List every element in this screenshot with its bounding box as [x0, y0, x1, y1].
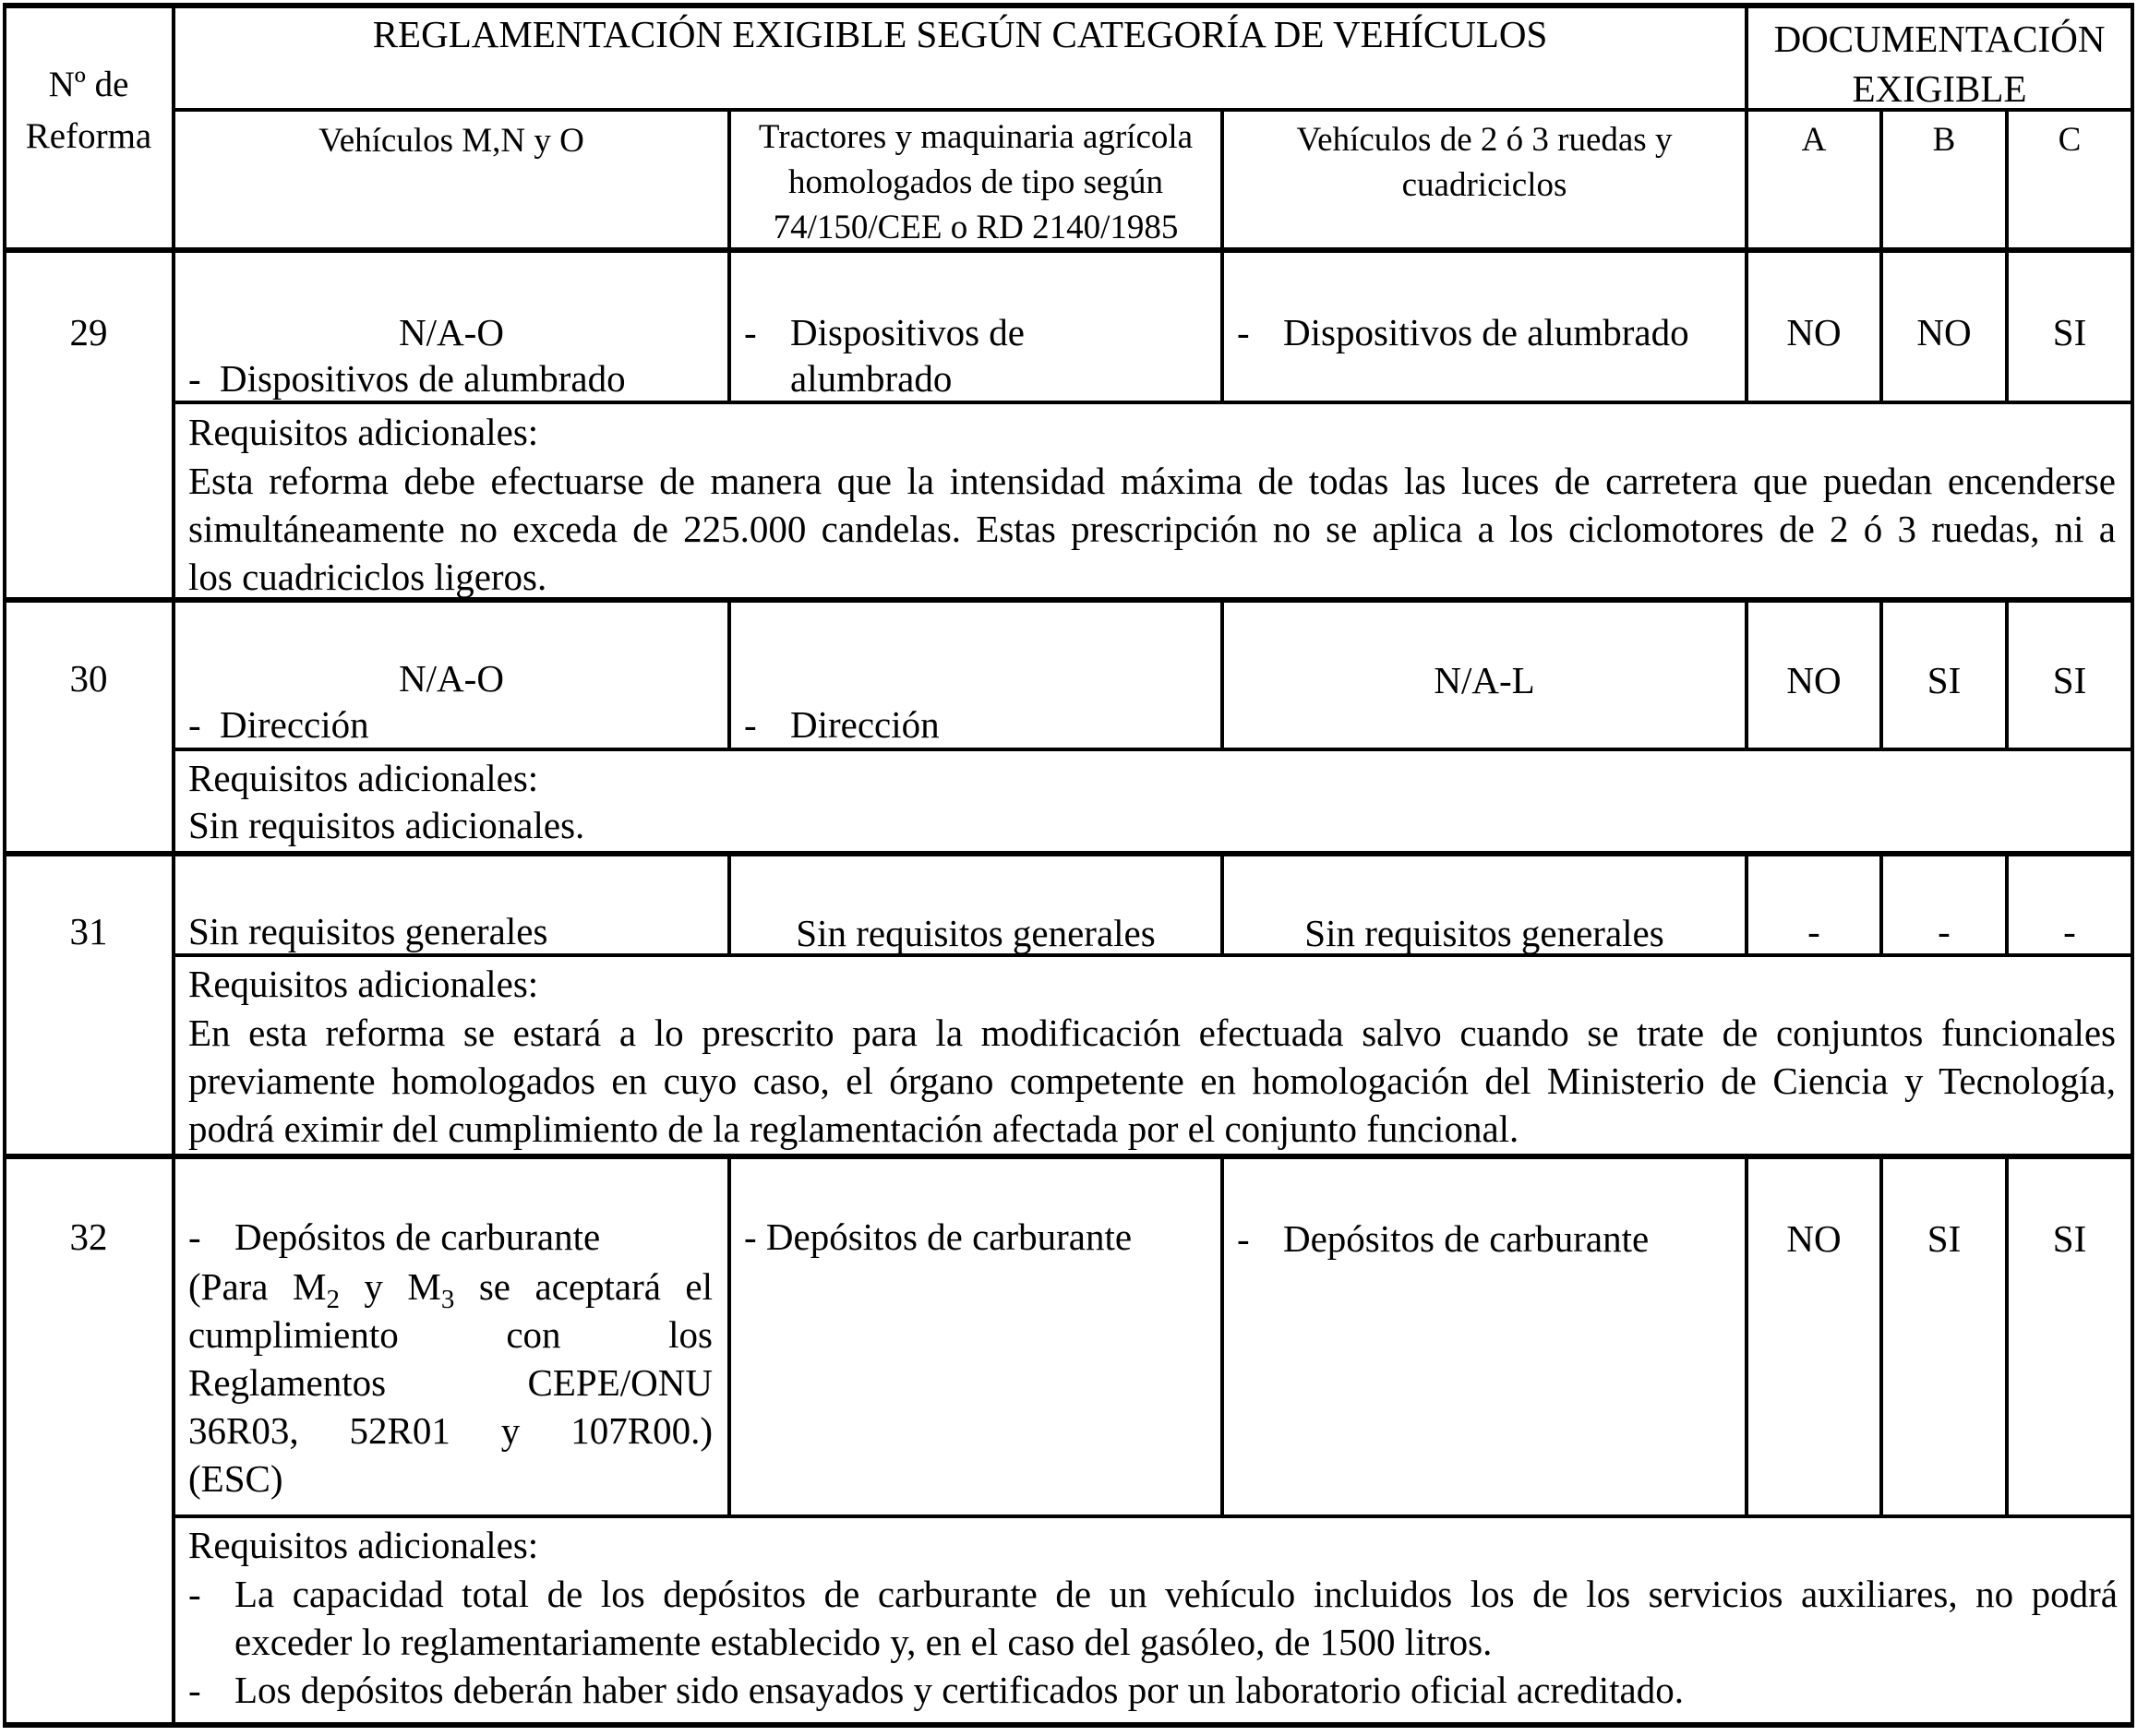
row-29-req-text: [188, 457, 2116, 601]
header-col-ruedas-line1: Vehículos de 2 ó 3 ruedas y: [1296, 121, 1673, 159]
row-29-req-label: Requisitos adicionales:: [188, 411, 539, 453]
row-32-mno-item: - Depósitos de carburante: [188, 1215, 601, 1258]
col-rule: [1879, 1154, 1883, 1516]
header-col-mno: Vehículos M,N y O: [318, 122, 584, 160]
row-32-req-item-2: Los depósitos deberán haber sido ensayados y certificados por un laboratorio oficial acreditado.: [234, 1669, 1684, 1711]
req-line: previamente homologados en cuyo caso, el órgano competente en homologación del Ministerio de Ciencia y Tecnología,: [188, 1060, 2116, 1102]
header-col-c: C: [2058, 121, 2082, 159]
col-rule: [2005, 1154, 2009, 1516]
row-30-mno-item: - Dirección: [188, 703, 369, 746]
row-31-doc-b: -: [1938, 910, 1951, 952]
note-line: 36R03, 52R01 y 107R00.): [188, 1409, 713, 1452]
note-line: cumplimiento con los: [188, 1313, 713, 1356]
row-31-tractores-item: Sin requisitos generales: [796, 912, 1156, 954]
col-rule: [727, 597, 731, 749]
row-29-doc-b: NO: [1916, 311, 1972, 353]
note-line: Reglamentos CEPE/ONU: [188, 1361, 713, 1404]
header-group-title: REGLAMENTACIÓN EXIGIBLE SEGÚN CATEGORÍA DE VEHÍCULOS: [372, 13, 1548, 55]
header-col-tractores-line2: homologados de tipo según: [788, 163, 1163, 201]
header-num-reforma: Nº de Reforma: [25, 65, 152, 156]
table-border-right: [2131, 3, 2134, 1728]
reforma-number-29: 29: [69, 311, 108, 353]
row-31-req-label: Requisitos adicionales:: [188, 963, 539, 1005]
row-30-tractores-item: - Dirección: [744, 703, 940, 746]
row-32-divider: [174, 1515, 2134, 1518]
header-col-ruedas-line2: cuadriciclos: [1401, 166, 1567, 204]
req-line: podrá eximir del cumplimiento de la reglamentación afectada por el conjunto funcional.: [188, 1107, 1519, 1150]
req-line: los cuadriciclos ligeros.: [188, 556, 547, 598]
table-border-bottom: [3, 1722, 2134, 1728]
row-32-req-bullet-2: -: [188, 1669, 201, 1711]
req-line: La capacidad total de los depósitos de carburante de un vehículo incluidos los de los servicios auxiliares, no podrá: [234, 1573, 2118, 1615]
row-32-ruedas-item: - Depósitos de carburante: [1237, 1217, 1650, 1260]
table-border-left: [3, 3, 6, 1728]
row-32-tractores-item: - Depósitos de carburante: [744, 1215, 1133, 1258]
row-31-bottom-rule: [3, 1154, 2134, 1159]
row-30-doc-a: NO: [1786, 659, 1842, 701]
row-32-req-item-1: [234, 1570, 2118, 1666]
reforma-number-32: 32: [69, 1215, 108, 1258]
header-doc-title: DOCUMENTACIÓN EXIGIBLE: [1773, 18, 2106, 110]
row-29-tractores-item-cont: alumbrado: [790, 357, 953, 400]
row-30-ruedas-item: N/A-L: [1434, 659, 1535, 701]
row-31-req-text: [188, 1009, 2116, 1153]
header-col-b: B: [1932, 121, 1956, 159]
col-rule: [727, 1154, 731, 1516]
num-column-rule: [172, 3, 175, 1728]
req-line: simultáneamente no exceda de 225.000 candelas. Estas prescripción no se aplica a los ciclomotores de 2 ó 3 ruedas, ni a: [188, 508, 2116, 550]
reforma-number-30: 30: [69, 657, 108, 700]
row-29-doc-c: SI: [2052, 311, 2087, 353]
col-rule: [727, 247, 731, 402]
req-line: Esta reforma debe efectuarse de manera que la intensidad máxima de todas las luces de carretera que puedan encenderse: [188, 460, 2116, 502]
row-32-doc-b: SI: [1927, 1217, 1962, 1260]
col-rule: [1220, 1154, 1224, 1516]
row-29-mno-item: - Dispositivos de alumbrado: [188, 357, 626, 400]
col-rule: [1220, 247, 1224, 402]
note-line: (ESC): [188, 1457, 283, 1500]
header-col-tractores-line3: 74/150/CEE o RD 2140/1985: [773, 209, 1179, 246]
row-29-mno-title: N/A-O: [399, 311, 504, 353]
row-30-bottom-rule: [3, 851, 2134, 856]
row-30-req-label: Requisitos adicionales:: [188, 757, 539, 799]
row-32-req-bullet-1: -: [188, 1573, 201, 1615]
row-32-doc-a: NO: [1786, 1217, 1842, 1260]
row-30-divider: [174, 748, 2134, 751]
reforma-number-31: 31: [69, 910, 108, 952]
row-29-tractores-item: - Dispositivos de: [744, 311, 1025, 353]
header-col-tractores-line1: Tractores y maquinaria agrícola: [758, 118, 1194, 156]
col-rule: [1745, 1154, 1748, 1516]
req-line: En esta reforma se estará a lo prescrito para la modificación efectuada salvo cuando se trate de conjuntos funcionales: [188, 1012, 2116, 1054]
row-31-doc-a: -: [1807, 910, 1820, 952]
row-32-doc-c: SI: [2052, 1217, 2087, 1260]
row-32-req-label: Requisitos adicionales:: [188, 1524, 539, 1566]
note-line: (Para $M_2$ y $M_3$ se aceptará el: [188, 1265, 714, 1315]
row-30-mno-title: N/A-O: [399, 657, 504, 700]
req-line: exceder lo reglamentariamente establecido y, en el caso del gasóleo, de 1500 litros.: [234, 1621, 1493, 1663]
row-31-ruedas-item: Sin requisitos generales: [1304, 912, 1664, 954]
row-30-req-text: Sin requisitos adicionales.: [188, 804, 585, 846]
header-col-a: A: [1801, 121, 1827, 159]
row-29-doc-a: NO: [1786, 311, 1842, 353]
row-31-mno-item: Sin requisitos generales: [188, 910, 548, 952]
row-29-ruedas-item: - Dispositivos de alumbrado: [1237, 311, 1689, 353]
table-border-top: [3, 3, 2134, 8]
row-30-doc-c: SI: [2052, 659, 2087, 701]
row-32-mno-note: [188, 1263, 713, 1503]
row-31-doc-c: -: [2063, 910, 2076, 952]
row-30-doc-b: SI: [1927, 659, 1962, 701]
